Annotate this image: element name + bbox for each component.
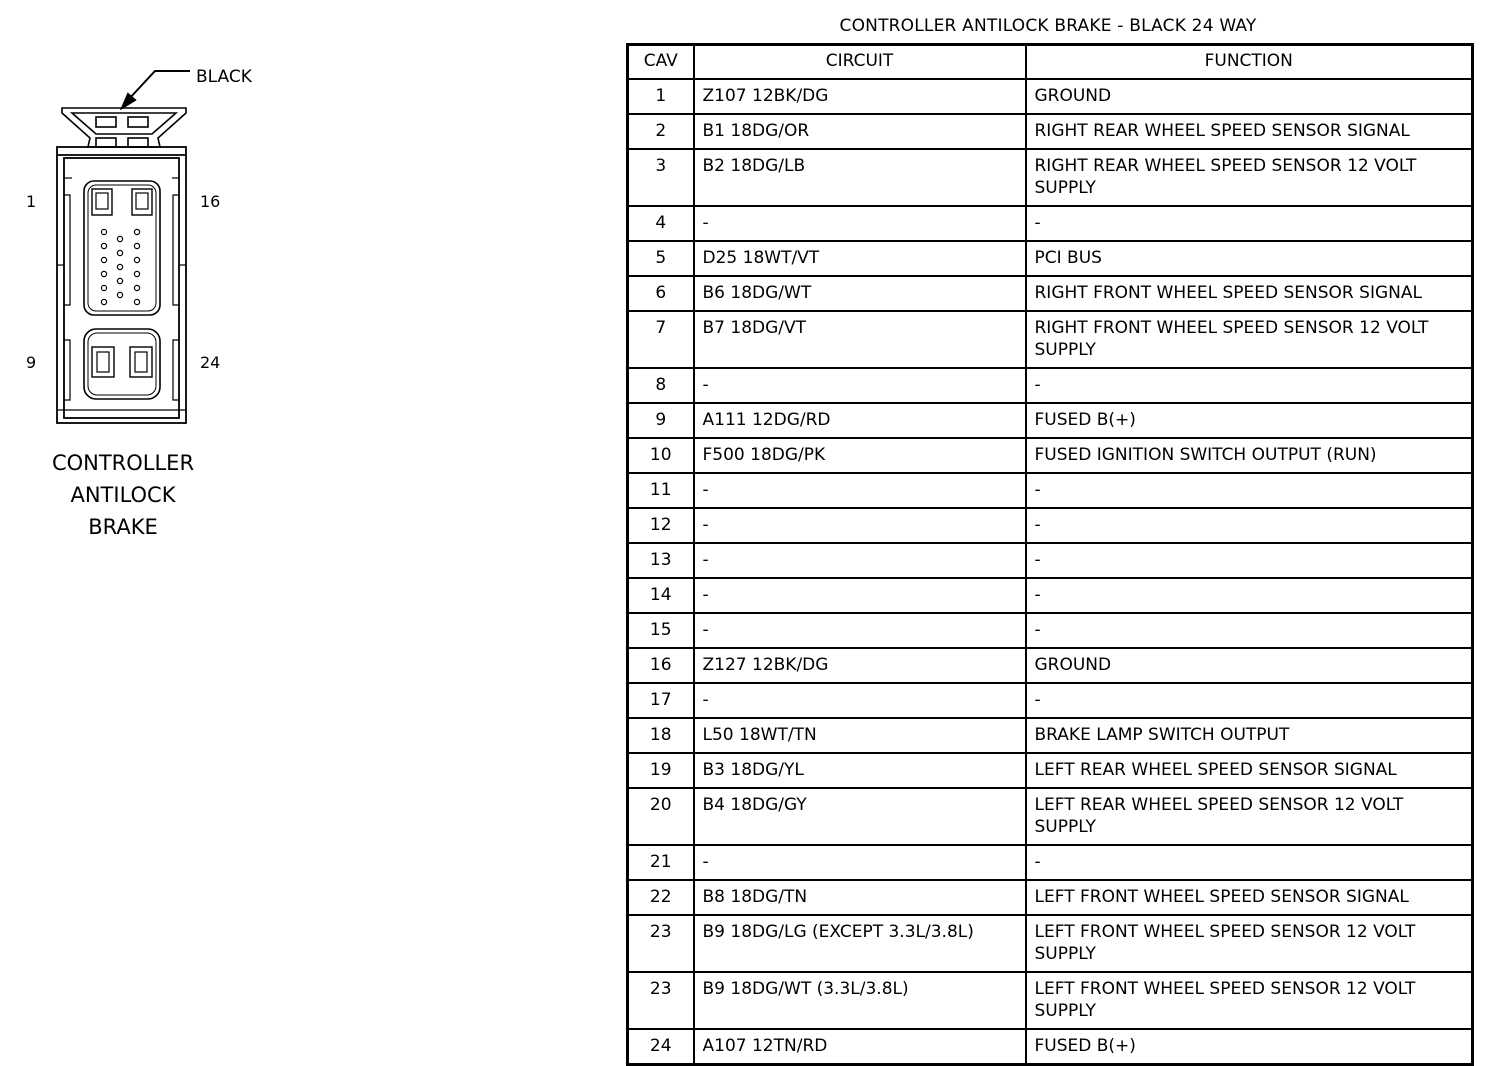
terminal-pins <box>101 229 139 304</box>
terminal-pin <box>134 285 139 290</box>
terminal-pin <box>101 229 106 234</box>
function-cell: - <box>1026 473 1473 508</box>
cav-cell: 7 <box>628 311 694 368</box>
table-header-row <box>628 45 1473 80</box>
function-cell: RIGHT REAR WHEEL SPEED SENSOR 12 VOLT SUPPLY <box>1026 149 1473 206</box>
connector-latch <box>62 108 186 147</box>
circuit-cell: B9 18DG/WT (3.3L/3.8L) <box>694 972 1026 1029</box>
connector-diagram <box>0 0 600 560</box>
table-row <box>628 149 1473 206</box>
function-cell: - <box>1026 578 1473 613</box>
cav-cell: 23 <box>628 972 694 1029</box>
table-row <box>628 788 1473 845</box>
table-body <box>628 79 1473 1065</box>
table-row <box>628 241 1473 276</box>
circuit-cell: - <box>694 508 1026 543</box>
circuit-cell: B9 18DG/LG (EXCEPT 3.3L/3.8L) <box>694 915 1026 972</box>
table-row <box>628 1029 1473 1065</box>
cav-cell: 6 <box>628 276 694 311</box>
lower-cavity-block <box>84 329 160 399</box>
cav-cell: 16 <box>628 648 694 683</box>
circuit-cell: - <box>694 845 1026 880</box>
cav-cell: 24 <box>628 1029 694 1065</box>
function-cell: RIGHT FRONT WHEEL SPEED SENSOR 12 VOLT SUPPLY <box>1026 311 1473 368</box>
callout-leader <box>128 71 190 100</box>
cav-cell: 13 <box>628 543 694 578</box>
circuit-cell: - <box>694 683 1026 718</box>
table-row <box>628 972 1473 1029</box>
cav-cell: 1 <box>628 79 694 114</box>
cav-cell: 17 <box>628 683 694 718</box>
circuit-cell: - <box>694 543 1026 578</box>
function-cell: - <box>1026 845 1473 880</box>
cav-cell: 19 <box>628 753 694 788</box>
circuit-cell: B1 18DG/OR <box>694 114 1026 149</box>
header-circuit: CIRCUIT <box>694 45 1026 80</box>
cav-cell: 14 <box>628 578 694 613</box>
cav-cell: 23 <box>628 915 694 972</box>
function-cell: - <box>1026 508 1473 543</box>
function-cell: FUSED B(+) <box>1026 1029 1473 1065</box>
color-callout <box>122 71 190 108</box>
table-row <box>628 508 1473 543</box>
header-cav: CAV <box>628 45 694 80</box>
circuit-cell: B6 18DG/WT <box>694 276 1026 311</box>
function-cell: - <box>1026 368 1473 403</box>
function-cell: LEFT REAR WHEEL SPEED SENSOR SIGNAL <box>1026 753 1473 788</box>
pin-label-1: 1 <box>26 192 37 211</box>
circuit-cell: - <box>694 613 1026 648</box>
connector-caption-line-1: CONTROLLER <box>51 451 195 475</box>
cav-cell: 12 <box>628 508 694 543</box>
function-cell: GROUND <box>1026 79 1473 114</box>
cav-cell: 11 <box>628 473 694 508</box>
function-cell: - <box>1026 683 1473 718</box>
header-function: FUNCTION <box>1026 45 1473 80</box>
table-row <box>628 648 1473 683</box>
function-cell: LEFT REAR WHEEL SPEED SENSOR 12 VOLT SUPPLY <box>1026 788 1473 845</box>
terminal-pin <box>101 243 106 248</box>
pin-label-24: 24 <box>200 353 221 372</box>
cav-cell: 9 <box>628 403 694 438</box>
circuit-cell: Z107 12BK/DG <box>694 79 1026 114</box>
pin-label-9: 9 <box>26 353 37 372</box>
table-row <box>628 438 1473 473</box>
table-row <box>628 683 1473 718</box>
terminal-pin <box>101 271 106 276</box>
cav-cell: 4 <box>628 206 694 241</box>
circuit-cell: - <box>694 473 1026 508</box>
table-row <box>628 543 1473 578</box>
cav-cell: 18 <box>628 718 694 753</box>
terminal-pin <box>134 257 139 262</box>
cav-cell: 8 <box>628 368 694 403</box>
function-cell: RIGHT REAR WHEEL SPEED SENSOR SIGNAL <box>1026 114 1473 149</box>
function-cell: GROUND <box>1026 648 1473 683</box>
function-cell: - <box>1026 613 1473 648</box>
function-cell: LEFT FRONT WHEEL SPEED SENSOR 12 VOLT SUPPLY <box>1026 915 1473 972</box>
table-row <box>628 79 1473 114</box>
function-cell: BRAKE LAMP SWITCH OUTPUT <box>1026 718 1473 753</box>
terminal-pin <box>117 236 122 241</box>
cav-cell: 5 <box>628 241 694 276</box>
function-cell: - <box>1026 206 1473 241</box>
terminal-pin <box>134 229 139 234</box>
callout-arrowhead <box>122 94 135 108</box>
terminal-pin <box>117 250 122 255</box>
cav-cell: 21 <box>628 845 694 880</box>
connector-caption-line-2: ANTILOCK <box>70 483 176 507</box>
terminal-pin <box>101 285 106 290</box>
pin-label-16: 16 <box>200 192 221 211</box>
table-row <box>628 276 1473 311</box>
table-row <box>628 403 1473 438</box>
table-row <box>628 845 1473 880</box>
table-row <box>628 880 1473 915</box>
function-cell: LEFT FRONT WHEEL SPEED SENSOR SIGNAL <box>1026 880 1473 915</box>
circuit-cell: - <box>694 368 1026 403</box>
function-cell: - <box>1026 543 1473 578</box>
table-row <box>628 915 1473 972</box>
terminal-pin <box>134 299 139 304</box>
table-row <box>628 311 1473 368</box>
cav-cell: 10 <box>628 438 694 473</box>
table-row <box>628 206 1473 241</box>
table-row <box>628 473 1473 508</box>
terminal-pin <box>134 271 139 276</box>
function-cell: RIGHT FRONT WHEEL SPEED SENSOR SIGNAL <box>1026 276 1473 311</box>
circuit-cell: F500 18DG/PK <box>694 438 1026 473</box>
table-row <box>628 578 1473 613</box>
table-title: CONTROLLER ANTILOCK BRAKE - BLACK 24 WAY <box>839 16 1257 36</box>
function-cell: LEFT FRONT WHEEL SPEED SENSOR 12 VOLT SUPPLY <box>1026 972 1473 1029</box>
circuit-cell: L50 18WT/TN <box>694 718 1026 753</box>
circuit-cell: Z127 12BK/DG <box>694 648 1026 683</box>
cavity-table <box>626 43 1474 1066</box>
circuit-cell: - <box>694 578 1026 613</box>
terminal-pin <box>101 257 106 262</box>
table-row <box>628 114 1473 149</box>
function-cell: FUSED B(+) <box>1026 403 1473 438</box>
table-row <box>628 368 1473 403</box>
circuit-cell: A111 12DG/RD <box>694 403 1026 438</box>
circuit-cell: B3 18DG/YL <box>694 753 1026 788</box>
table-row <box>628 753 1473 788</box>
cav-cell: 2 <box>628 114 694 149</box>
cav-cell: 3 <box>628 149 694 206</box>
terminal-pin <box>101 299 106 304</box>
function-cell: FUSED IGNITION SWITCH OUTPUT (RUN) <box>1026 438 1473 473</box>
cav-cell: 15 <box>628 613 694 648</box>
circuit-cell: A107 12TN/RD <box>694 1029 1026 1065</box>
table-row <box>628 613 1473 648</box>
connector-body <box>57 147 186 423</box>
terminal-pin <box>117 292 122 297</box>
connector-color-label: BLACK <box>196 67 252 87</box>
terminal-pin <box>134 243 139 248</box>
circuit-cell: B2 18DG/LB <box>694 149 1026 206</box>
circuit-cell: B8 18DG/TN <box>694 880 1026 915</box>
circuit-cell: B4 18DG/GY <box>694 788 1026 845</box>
circuit-cell: B7 18DG/VT <box>694 311 1026 368</box>
connector-caption-line-3: BRAKE <box>88 515 158 539</box>
table-row <box>628 718 1473 753</box>
terminal-pin <box>117 278 122 283</box>
circuit-cell: - <box>694 206 1026 241</box>
cav-cell: 22 <box>628 880 694 915</box>
function-cell: PCI BUS <box>1026 241 1473 276</box>
terminal-pin <box>117 264 122 269</box>
cav-cell: 20 <box>628 788 694 845</box>
circuit-cell: D25 18WT/VT <box>694 241 1026 276</box>
